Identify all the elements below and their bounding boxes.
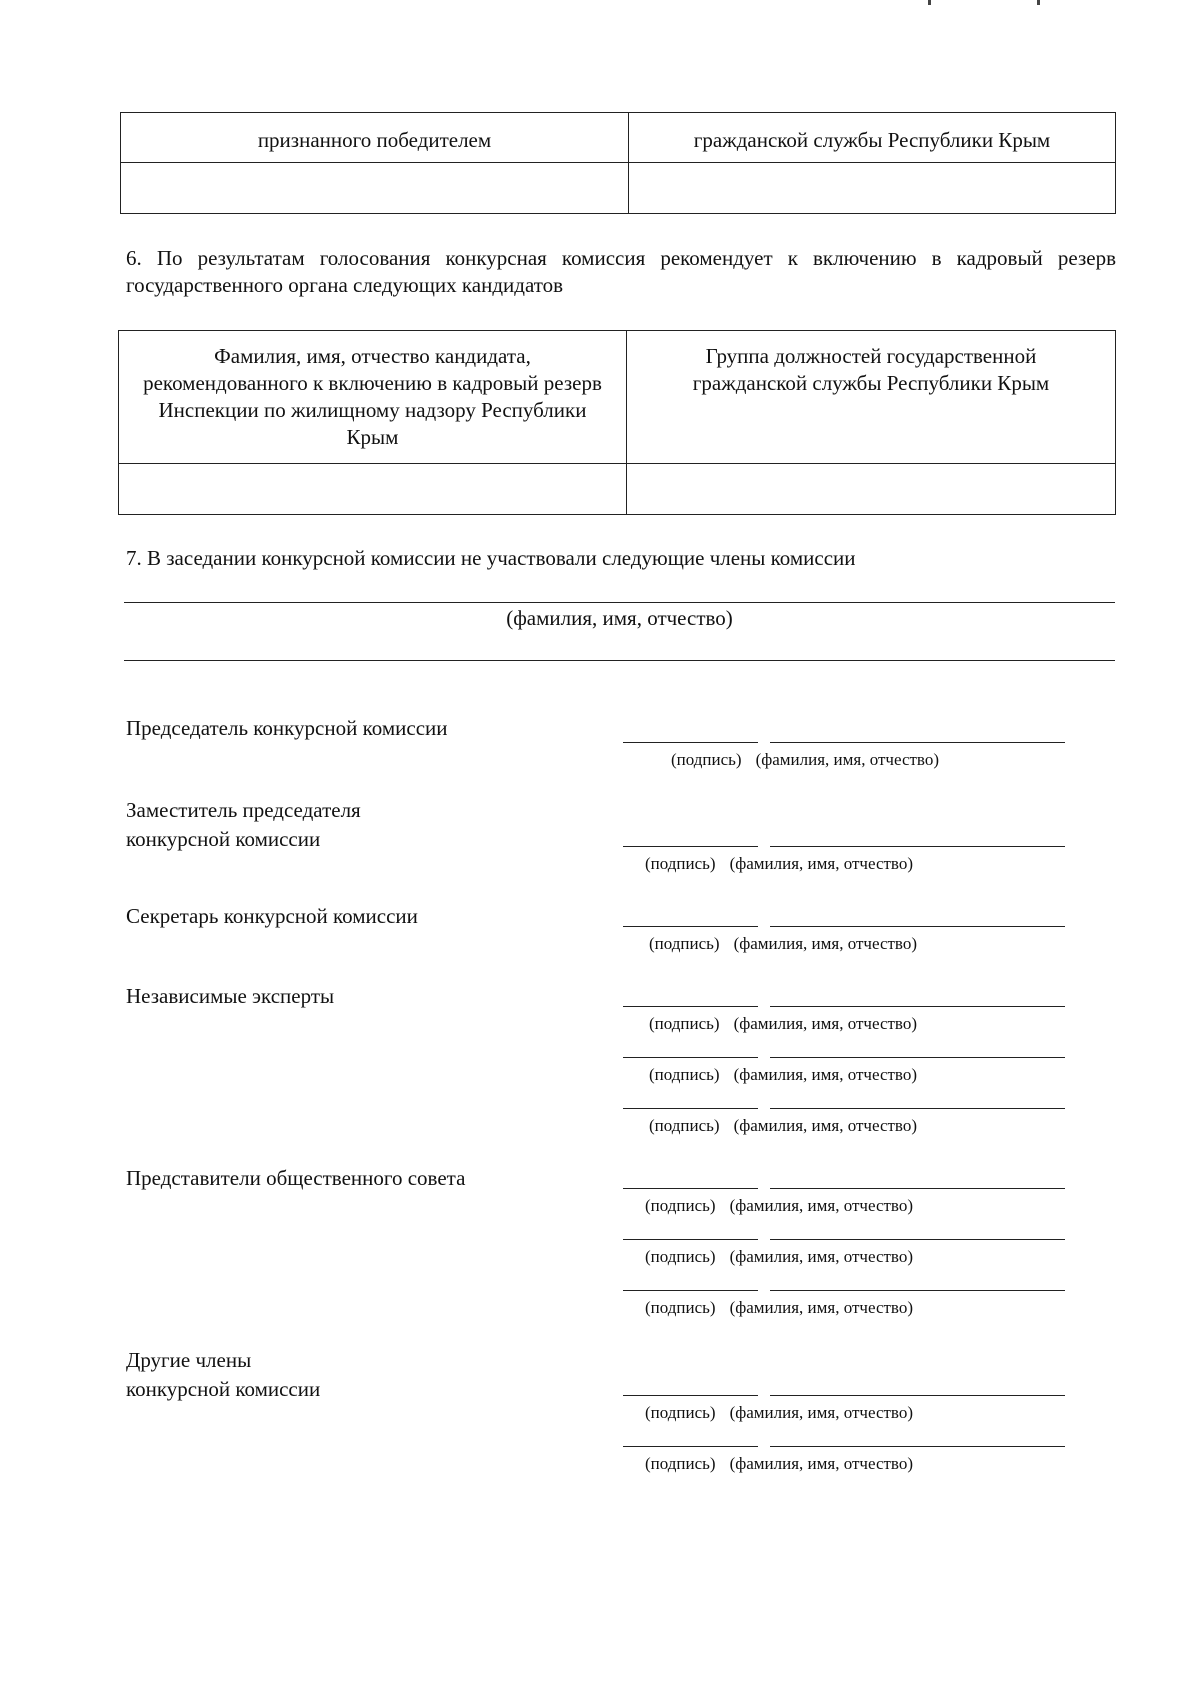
fio-line <box>770 846 1065 847</box>
fio-line <box>770 1057 1065 1058</box>
table-cell: гражданской службы Республики Крым <box>629 113 1116 163</box>
table-cell-empty <box>627 464 1116 515</box>
signature-line <box>623 926 758 927</box>
signature-block-public-council <box>623 1239 1065 1279</box>
fio-caption: (фамилия, имя, отчество) <box>729 1247 914 1266</box>
signature-caption: (подпись) <box>645 1298 716 1317</box>
fio-caption: (фамилия, имя, отчество) <box>729 1403 914 1422</box>
signature-line <box>623 846 758 847</box>
role-deputy-line1: Заместитель председателя <box>126 798 361 822</box>
signature-caption: (подпись) <box>671 750 742 769</box>
scan-mark <box>928 0 931 5</box>
fio-line <box>770 1006 1065 1007</box>
signature-block-public-council <box>623 1188 1065 1228</box>
fio-caption: (фамилия, имя, отчество) <box>729 1454 914 1473</box>
role-secretary: Секретарь конкурсной комиссии <box>126 904 418 928</box>
fio-line <box>770 1108 1065 1109</box>
signature-caption: (подпись) <box>645 1196 716 1215</box>
fio-caption: (фамилия, имя, отчество) <box>729 854 914 873</box>
scan-mark <box>1037 0 1040 5</box>
fio-line <box>770 1290 1065 1291</box>
signature-caption: (подпись) <box>649 1014 720 1033</box>
signature-block-public-council <box>623 1290 1065 1330</box>
signature-line <box>623 1108 758 1109</box>
role-public-council: Представители общественного совета <box>126 1166 466 1190</box>
table-row <box>121 113 1116 163</box>
fio-line <box>770 1188 1065 1189</box>
signature-line <box>623 1006 758 1007</box>
absent-members-line <box>124 602 1115 603</box>
table-header-position-group: Группа должностей государственной гражданской службы Республики Крым <box>627 331 1116 464</box>
fio-caption: (фамилия, имя, отчество) <box>729 1298 914 1317</box>
signature-line <box>623 1239 758 1240</box>
signature-block-secretary <box>623 926 1065 966</box>
table-row <box>119 331 1116 464</box>
signature-line <box>623 742 758 743</box>
signature-caption: (подпись) <box>645 854 716 873</box>
table-cell-empty <box>119 464 627 515</box>
role-deputy-chairman <box>126 796 646 854</box>
table-row <box>119 464 1116 515</box>
signature-block-deputy <box>623 846 1065 886</box>
signature-caption: (подпись) <box>649 1065 720 1084</box>
table-cell-empty <box>121 163 629 214</box>
fio-line <box>770 742 1065 743</box>
signature-caption: (подпись) <box>645 1454 716 1473</box>
role-deputy-line2: конкурсной комиссии <box>126 827 321 851</box>
role-chairman: Председатель конкурсной комиссии <box>126 716 448 740</box>
signature-caption: (подпись) <box>645 1403 716 1422</box>
signature-block-expert <box>623 1006 1065 1046</box>
role-other-line2: конкурсной комиссии <box>126 1377 321 1401</box>
signature-block-expert <box>623 1108 1065 1148</box>
fio-caption: (фамилия, имя, отчество) <box>755 750 940 769</box>
winner-table <box>120 112 1116 214</box>
role-other-line1: Другие члены <box>126 1348 252 1372</box>
table-cell-empty <box>629 163 1116 214</box>
section-7-text: 7. В заседании конкурсной комиссии не участвовали следующие члены комиссии <box>126 546 856 570</box>
fio-line <box>770 1395 1065 1396</box>
role-other-members <box>126 1346 646 1404</box>
signature-block-other-member <box>623 1395 1065 1435</box>
section-6-text: 6. По результатам голосования конкурсная комиссия рекомендует к включению в кадровый резерв государственного органа следующих кандидатов <box>126 246 1116 297</box>
signature-block-chairman <box>623 742 1065 782</box>
signature-block-expert <box>623 1057 1065 1097</box>
absent-members-line <box>124 660 1115 661</box>
absent-fio-caption: (фамилия, имя, отчество) <box>506 606 733 630</box>
fio-caption: (фамилия, имя, отчество) <box>733 934 918 953</box>
reserve-table <box>118 330 1116 515</box>
fio-line <box>770 1446 1065 1447</box>
signature-line <box>623 1395 758 1396</box>
signature-block-other-member <box>623 1446 1065 1486</box>
fio-caption: (фамилия, имя, отчество) <box>729 1196 914 1215</box>
fio-caption: (фамилия, имя, отчество) <box>733 1014 918 1033</box>
signature-line <box>623 1290 758 1291</box>
role-independent-experts: Независимые эксперты <box>126 984 335 1008</box>
signature-line <box>623 1446 758 1447</box>
signature-line <box>623 1188 758 1189</box>
signature-caption: (подпись) <box>649 1116 720 1135</box>
fio-line <box>770 926 1065 927</box>
signature-caption: (подпись) <box>649 934 720 953</box>
fio-line <box>770 1239 1065 1240</box>
table-cell: признанного победителем <box>121 113 629 163</box>
table-row <box>121 163 1116 214</box>
signature-line <box>623 1057 758 1058</box>
fio-caption: (фамилия, имя, отчество) <box>733 1116 918 1135</box>
table-header-candidate: Фамилия, имя, отчество кандидата, рекомендованного к включению в кадровый резерв Инспекции по жилищному надзору Республики Крым <box>119 331 627 464</box>
fio-caption: (фамилия, имя, отчество) <box>733 1065 918 1084</box>
signature-caption: (подпись) <box>645 1247 716 1266</box>
